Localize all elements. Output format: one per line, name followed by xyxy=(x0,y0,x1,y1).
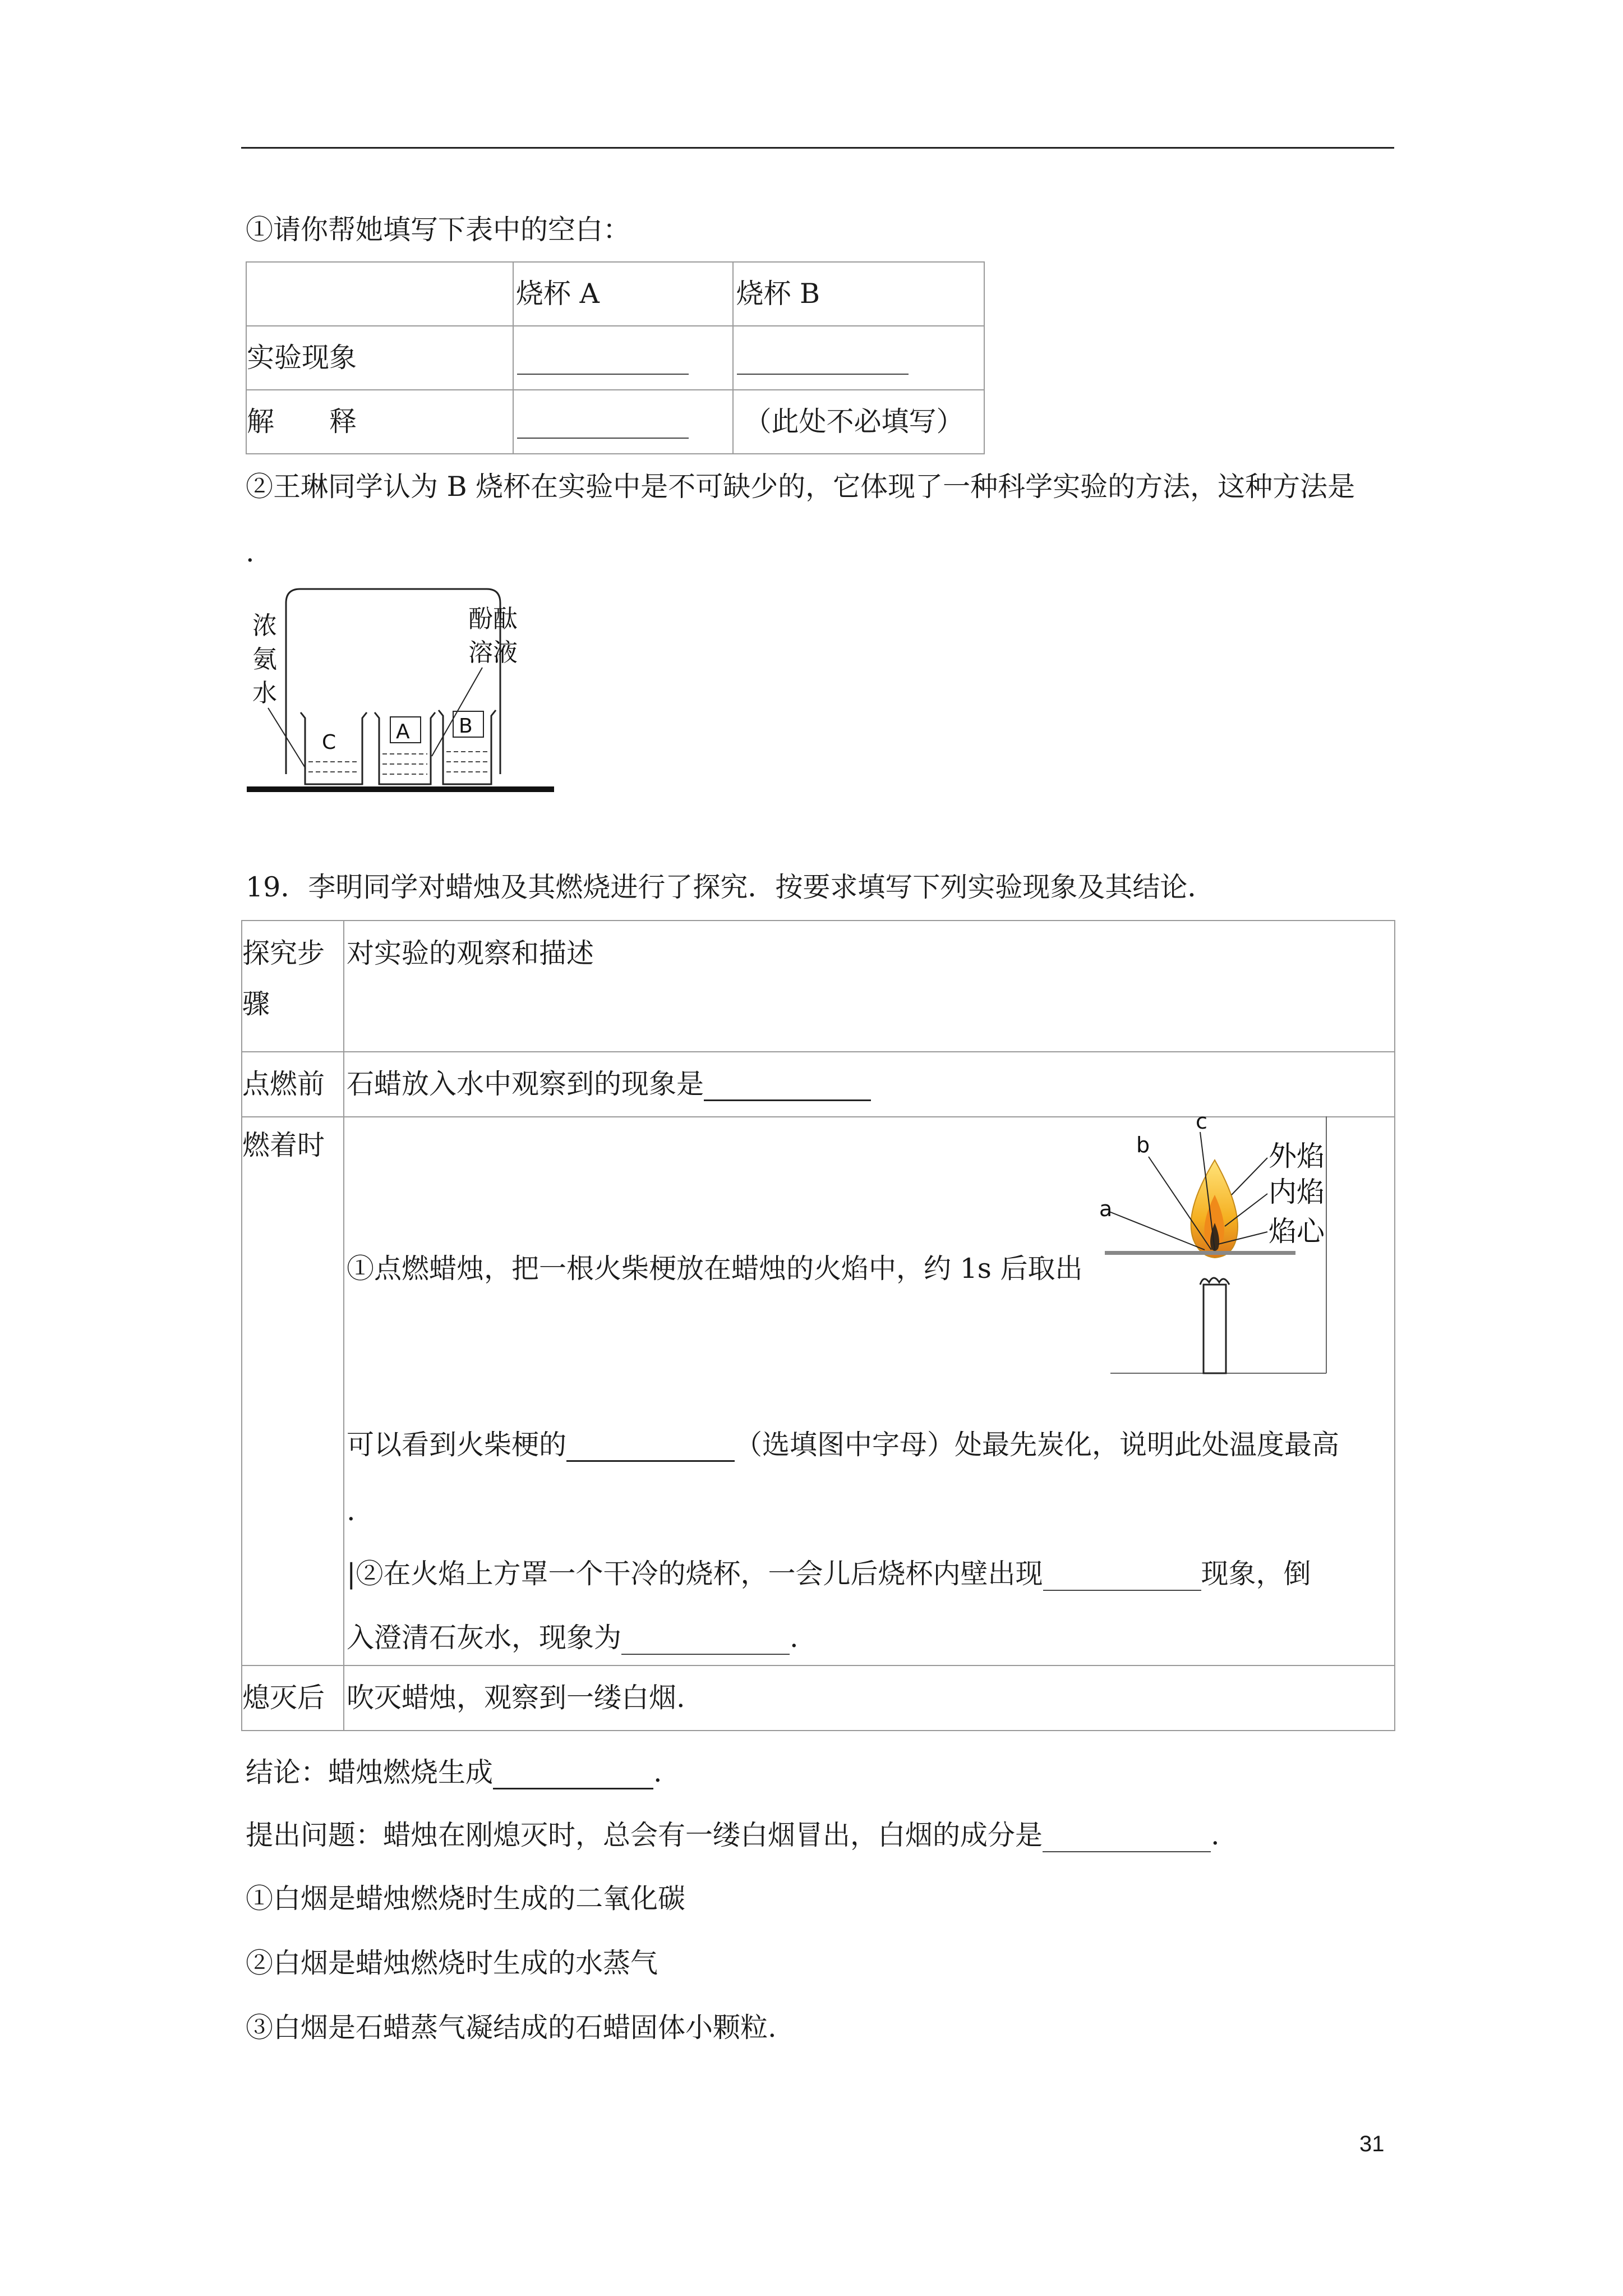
beaker-c-label: C xyxy=(322,731,336,754)
label-phenolphthalein: 酚酞 xyxy=(468,605,518,633)
q18-cell-b-phenomenon xyxy=(733,326,984,390)
burning-text-1: ①点燃蜡烛，把一根火柴梗放在蜡烛的火焰中，约 1s 后取出 xyxy=(347,1253,1083,1285)
label-ammonia: 氨 xyxy=(252,645,277,674)
q19-after-text: 吹灭蜡烛，观察到一缕白烟. xyxy=(344,1665,1395,1731)
q18-header-a: 烧杯 A xyxy=(513,262,734,326)
q19-burning-label: 燃着时 xyxy=(242,1117,344,1665)
q18-header-b: 烧杯 B xyxy=(733,262,984,326)
answer-blank[interactable] xyxy=(517,408,689,439)
answer-blank[interactable] xyxy=(566,1431,735,1462)
beaker-a-label: A xyxy=(396,720,410,743)
answer-blank[interactable] xyxy=(704,1070,871,1101)
q18-table-corner xyxy=(246,262,513,326)
q19-before-cell: 石蜡放入水中观察到的现象是 xyxy=(344,1052,1395,1117)
label-solution: 溶液 xyxy=(468,638,518,667)
label-inner-flame: 内焰 xyxy=(1269,1176,1325,1208)
candle-flame-figure xyxy=(1099,1116,1335,1380)
q19-col1-header: 探究步 骤 xyxy=(242,921,344,1052)
page-number: 31 xyxy=(1359,2132,1385,2156)
q18-cell-b-note: （此处不必填写） xyxy=(733,390,984,454)
label-c: c xyxy=(1196,1116,1207,1134)
q18-row-label-explanation: 解 释 xyxy=(246,390,513,454)
q18-cell-a-explanation xyxy=(513,390,734,454)
label-outer-flame: 外焰 xyxy=(1269,1140,1325,1172)
label-flame-core: 焰心 xyxy=(1269,1215,1325,1248)
label-concentrated: 浓 xyxy=(252,611,277,640)
burning-text-4: 入澄清石灰水，现象为 . xyxy=(347,1622,799,1654)
label-a: a xyxy=(1099,1197,1113,1221)
hypothesis-1: ①白烟是蜡烛燃烧时生成的二氧化碳 xyxy=(246,1883,686,1915)
answer-blank[interactable] xyxy=(621,1625,790,1655)
q19-after-label: 熄灭后 xyxy=(242,1665,344,1731)
burning-text-2-end: . xyxy=(347,1495,356,1527)
label-water: 水 xyxy=(252,679,277,707)
header-rule xyxy=(241,147,1394,149)
hypothesis-2: ②白烟是蜡烛燃烧时生成的水蒸气 xyxy=(246,1947,658,1979)
label-b: b xyxy=(1136,1133,1150,1157)
burning-text-2: 可以看到火柴梗的 （选填图中字母）处最先炭化，说明此处温度最高 xyxy=(347,1429,1340,1461)
q19-col2-header: 对实验的观察和描述 xyxy=(344,921,1395,1052)
burning-text-3: |②在火焰上方罩一个干冷的烧杯，一会儿后烧杯内壁出现 现象，倒 xyxy=(347,1558,1311,1590)
beaker-b-label: B xyxy=(459,715,473,738)
answer-blank[interactable] xyxy=(737,344,909,375)
q18-table xyxy=(246,261,985,454)
hypothesis-3: ③白烟是石蜡蒸气凝结成的石蜡固体小颗粒. xyxy=(246,2012,777,2044)
q19-question: 提出问题：蜡烛在刚熄灭时，总会有一缕白烟冒出，白烟的成分是 . xyxy=(246,1819,1220,1851)
q19-conclusion: 结论：蜡烛燃烧生成 . xyxy=(246,1756,662,1788)
q18-question2-end: . xyxy=(246,536,255,568)
q18-instruction: ①请你帮她填写下表中的空白： xyxy=(246,214,631,246)
answer-blank[interactable] xyxy=(1043,1822,1211,1852)
answer-blank[interactable] xyxy=(517,344,689,375)
q18-row-label-phenomenon: 实验现象 xyxy=(246,326,513,390)
ammonia-diffusion-figure xyxy=(247,583,561,802)
answer-blank[interactable] xyxy=(1043,1561,1201,1591)
q19-before-label: 点燃前 xyxy=(242,1052,344,1117)
q19-title: 19．李明同学对蜡烛及其燃烧进行了探究．按要求填写下列实验现象及其结论． xyxy=(246,871,1215,903)
q18-question2: ②王琳同学认为 B 烧杯在实验中是不可缺少的，它体现了一种科学实验的方法，这种方法是 xyxy=(246,471,1355,503)
answer-blank[interactable] xyxy=(493,1759,653,1789)
q18-cell-a-phenomenon xyxy=(513,326,734,390)
